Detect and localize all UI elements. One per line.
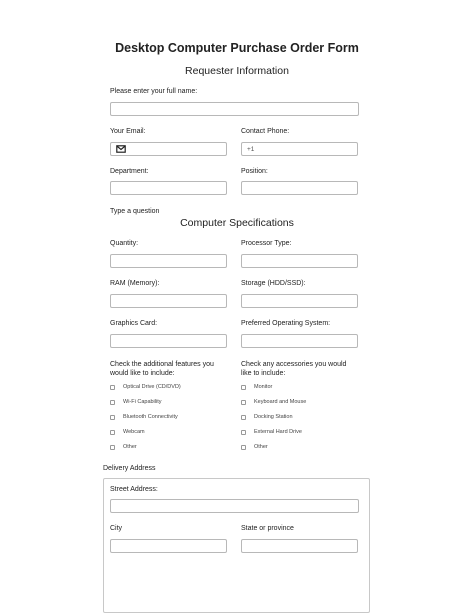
position-input[interactable] xyxy=(241,181,358,195)
storage-label: Storage (HDD/SSD): xyxy=(241,280,306,287)
email-label: Your Email: xyxy=(110,128,146,135)
department-input[interactable] xyxy=(110,181,227,195)
envelope-icon xyxy=(116,145,126,153)
option-label: Monitor xyxy=(254,384,273,390)
section-specs-heading: Computer Specifications xyxy=(180,217,294,229)
checkbox[interactable] xyxy=(241,385,246,390)
option-label: Webcam xyxy=(123,429,145,435)
checkbox[interactable] xyxy=(110,445,115,450)
accessories-label-line2: like to include: xyxy=(241,370,286,377)
city-label: City xyxy=(110,525,123,532)
feature-option-other[interactable] xyxy=(110,444,137,450)
os-label: Preferred Operating System: xyxy=(241,320,331,327)
accessory-option-external-drive[interactable] xyxy=(241,429,302,435)
features-label-line1: Check the additional features you xyxy=(110,361,214,368)
ram-input[interactable] xyxy=(110,294,227,308)
graphics-label: Graphics Card: xyxy=(110,320,158,327)
feature-option-optical-drive[interactable] xyxy=(110,384,181,390)
ram-label: RAM (Memory): xyxy=(110,280,160,287)
section-requester-heading: Requester Information xyxy=(185,65,289,77)
option-label: Bluetooth Connectivity xyxy=(123,414,178,420)
department-label: Department: xyxy=(110,168,149,175)
accessory-option-keyboard-mouse[interactable] xyxy=(241,399,306,405)
checkbox[interactable] xyxy=(110,385,115,390)
quantity-label: Quantity: xyxy=(110,240,139,247)
features-label-line2: would like to include: xyxy=(110,370,175,377)
option-label: Wi-Fi Capability xyxy=(123,399,162,405)
city-input[interactable] xyxy=(110,539,227,553)
option-label: Docking Station xyxy=(254,414,293,420)
feature-option-wifi[interactable] xyxy=(110,399,162,405)
option-label: Other xyxy=(123,444,137,450)
position-label: Position: xyxy=(241,168,268,175)
accessories-label-line1: Check any accessories you would xyxy=(241,361,347,368)
checkbox[interactable] xyxy=(110,400,115,405)
phone-prefix: +1 xyxy=(247,145,255,153)
street-label: Street Address: xyxy=(110,486,158,493)
option-label: Keyboard and Mouse xyxy=(254,399,307,405)
processor-label: Processor Type: xyxy=(241,240,292,247)
state-input[interactable] xyxy=(241,539,358,553)
os-input[interactable] xyxy=(241,334,358,348)
checkbox[interactable] xyxy=(110,415,115,420)
quantity-input[interactable] xyxy=(110,254,227,268)
checkbox[interactable] xyxy=(241,400,246,405)
checkbox[interactable] xyxy=(241,430,246,435)
accessory-option-monitor[interactable] xyxy=(241,384,272,390)
full-name-input[interactable] xyxy=(110,102,359,116)
delivery-address-heading: Delivery Address xyxy=(103,465,156,472)
option-label: Optical Drive (CD/DVD) xyxy=(123,384,181,390)
state-label: State or province xyxy=(241,525,294,532)
phone-label: Contact Phone: xyxy=(241,128,290,135)
feature-option-bluetooth[interactable] xyxy=(110,414,178,420)
checkbox[interactable] xyxy=(241,445,246,450)
street-input[interactable] xyxy=(110,499,359,513)
checkbox[interactable] xyxy=(110,430,115,435)
type-question-prompt[interactable]: Type a question xyxy=(110,208,160,215)
checkbox[interactable] xyxy=(241,415,246,420)
processor-input[interactable] xyxy=(241,254,358,268)
graphics-input[interactable] xyxy=(110,334,227,348)
option-label: External Hard Drive xyxy=(254,429,302,435)
form-title: Desktop Computer Purchase Order Form xyxy=(115,41,359,55)
storage-input[interactable] xyxy=(241,294,358,308)
option-label: Other xyxy=(254,444,268,450)
accessory-option-other[interactable] xyxy=(241,444,268,450)
accessory-option-docking-station[interactable] xyxy=(241,414,293,420)
full-name-label: Please enter your full name: xyxy=(110,88,198,95)
phone-input[interactable] xyxy=(241,142,358,156)
email-input[interactable] xyxy=(110,142,227,156)
feature-option-webcam[interactable] xyxy=(110,429,145,435)
